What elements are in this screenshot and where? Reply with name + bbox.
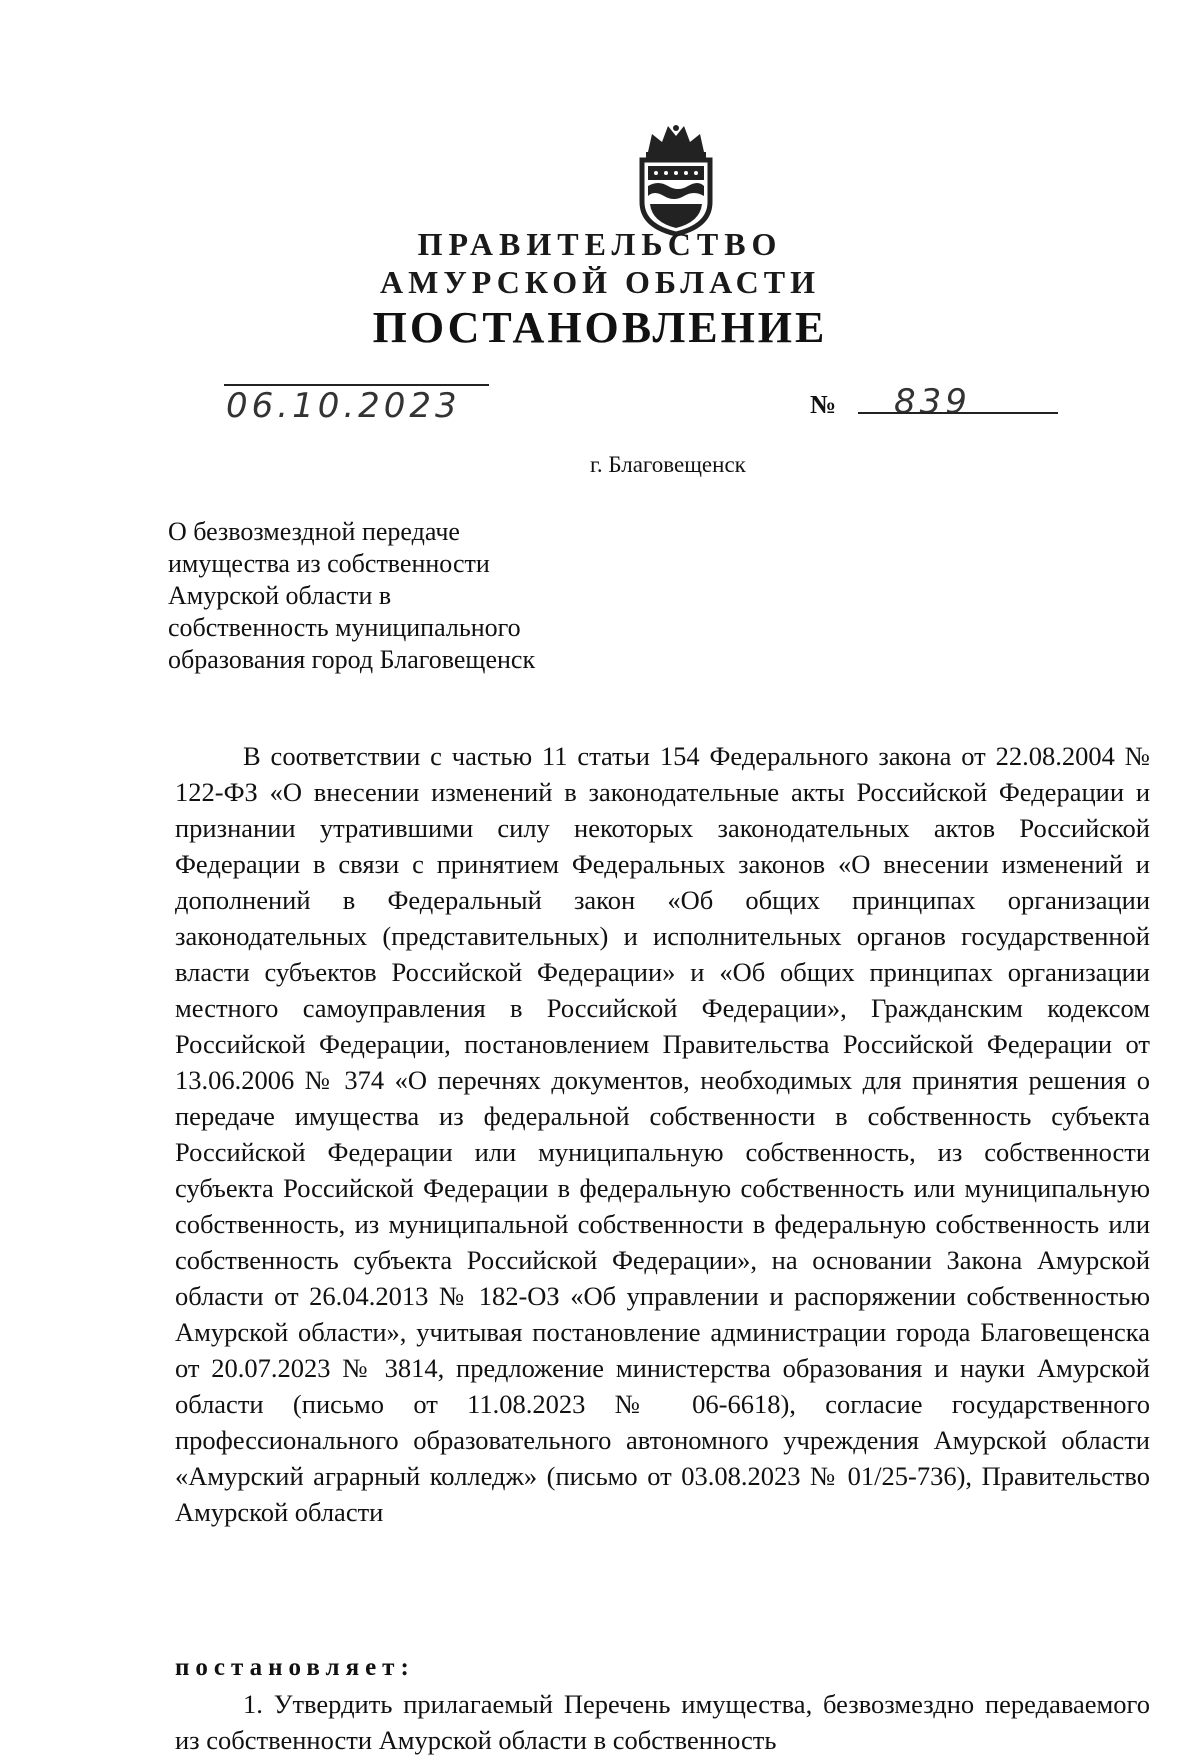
number-underline bbox=[858, 412, 1058, 414]
subject-line: образования город Благовещенск bbox=[168, 645, 536, 674]
subject-line: имущества из собственности bbox=[168, 549, 490, 578]
document-date: 06.10.2023 bbox=[226, 386, 461, 426]
document-type: ПОСТАНОВЛЕНИЕ bbox=[372, 303, 828, 352]
date-underline bbox=[224, 384, 489, 386]
document-subject bbox=[168, 516, 628, 676]
decree-word: постановляет: bbox=[175, 1654, 415, 1681]
subject-line: собственность муниципального bbox=[168, 613, 521, 642]
city: г. Благовещенск bbox=[590, 452, 746, 477]
item-1: 1. Утвердить прилагаемый Перечень имущества, безвозмездно передаваемого из собственности Амурской области в собственность bbox=[175, 1689, 1150, 1755]
org-name-line-1: ПРАВИТЕЛЬСТВО bbox=[417, 226, 783, 262]
document-number: 839 bbox=[894, 382, 971, 422]
coat-of-arms-icon bbox=[634, 122, 718, 236]
number-sign: № bbox=[810, 390, 837, 419]
preamble-paragraph: В соответствии с частью 11 статьи 154 Федерального закона от 22.08.2004 № 122-ФЗ «О внесении изменений в законодательные акты Российской Федерации и признании утратившими силу некоторых законодательных актов Российской Федерации в связи с принятием Федеральных законов «О внесении изменений и дополнений в Федеральный закон «Об общих принципах организации законодательных (представительных) и исполнительных органов государственной власти субъектов Российской Федерации» и «Об общих принципах организации местного самоуправления в Российской Федерации», Гражданским кодексом Российской Федерации, постановлением Правительства Российской Федерации от 13.06.2006 № 374 «О перечнях документов, необходимых для принятия решения о передаче имущества из федеральной собственности в собственность субъекта Российской Федерации или муниципальную собственность, из собственности субъекта Российской Федерации в федеральную собственность или муниципальную собственность, из муниципальной собственности в федеральную собственность или собственность субъекта Российской Федерации», на основании Закона Амурской области от 26.04.2013 № 182-ОЗ «Об управлении и распоряжении собственностью Амурской области», учитывая постановление администрации города Благовещенска от 20.07.2023 № 3814, предложение министерства образования и науки Амурской области (письмо от 11.08.2023 № 06-6618), согласие государственного профессионального образовательного автономного учреждения Амурской области «Амурский аграрный колледж» (письмо от 03.08.2023 № 01/25-736), Правительство Амурской области bbox=[175, 741, 1150, 1527]
org-name-line-2: АМУРСКОЙ ОБЛАСТИ bbox=[380, 264, 820, 300]
subject-line: Амурской области в bbox=[168, 581, 392, 610]
subject-line: О безвозмездной передаче bbox=[168, 517, 460, 546]
